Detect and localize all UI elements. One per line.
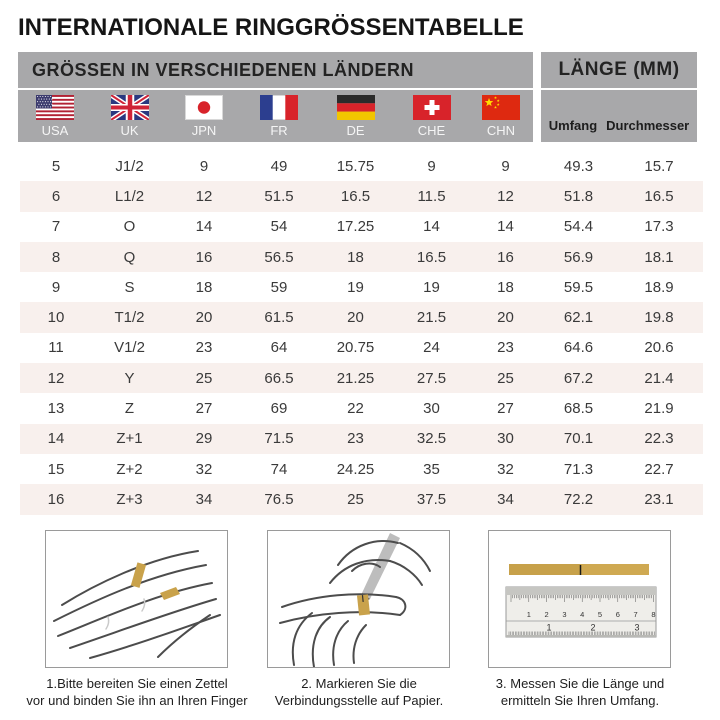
caption-line: Verbindungsstelle auf Papier. bbox=[274, 692, 444, 708]
table-cell: L1/2 bbox=[114, 187, 145, 205]
table-cell: 20 bbox=[497, 309, 514, 327]
table-cell: 64 bbox=[270, 339, 288, 357]
table-cell: 5 bbox=[51, 157, 61, 175]
table-cell: 14 bbox=[423, 218, 440, 236]
step-2-illustration-box bbox=[267, 530, 450, 668]
table-cell: 16 bbox=[47, 490, 65, 508]
table-row bbox=[20, 363, 703, 393]
table-cell: V1/2 bbox=[114, 339, 145, 357]
table-cell: 14 bbox=[497, 218, 514, 236]
table-cell: 51.8 bbox=[563, 187, 594, 205]
table-cell: 11.5 bbox=[417, 187, 446, 205]
country-code-label: CHE bbox=[417, 122, 446, 138]
caption-line: 2. Markieren Sie die bbox=[301, 676, 417, 691]
table-cell: 11 bbox=[48, 339, 64, 357]
sizes-header-label: GRÖSSEN IN VERSCHIEDENEN LÄNDERN bbox=[32, 59, 415, 80]
country-code-label: JPN bbox=[191, 122, 217, 138]
uk-flag-icon bbox=[111, 95, 149, 120]
table-cell: 6 bbox=[51, 187, 61, 205]
table-row bbox=[20, 393, 703, 423]
table-cell: 21.5 bbox=[416, 309, 447, 327]
table-cell: 8 bbox=[51, 248, 61, 266]
table-cell: 49 bbox=[270, 157, 288, 175]
table-cell: Q bbox=[123, 248, 136, 266]
table-cell: 14 bbox=[195, 218, 213, 236]
country-header-de bbox=[317, 90, 394, 142]
table-cell: 12 bbox=[195, 187, 213, 205]
country-code-label: DE bbox=[346, 122, 365, 138]
table-cell: 25 bbox=[195, 369, 213, 387]
svg-text:7: 7 bbox=[633, 610, 638, 619]
table-cell: 25 bbox=[347, 490, 364, 508]
table-cell: 19 bbox=[347, 278, 364, 296]
table-cell: T1/2 bbox=[114, 309, 145, 327]
table-cell: 27 bbox=[497, 400, 514, 418]
country-header-chn bbox=[469, 90, 533, 142]
caption-line: ermitteln Sie Ihren Umfang. bbox=[500, 692, 660, 708]
caption-line: 1.Bitte bereiten Sie einen Zettel bbox=[46, 676, 228, 691]
table-cell: 30 bbox=[497, 430, 514, 448]
table-cell: 66.5 bbox=[264, 369, 294, 387]
table-row bbox=[20, 212, 703, 242]
table-cell: 21.4 bbox=[644, 369, 674, 387]
length-header-bar bbox=[541, 52, 697, 88]
table-cell: 20 bbox=[195, 309, 213, 327]
length-header-label: LÄNGE (MM) bbox=[558, 59, 680, 80]
table-cell: S bbox=[124, 278, 135, 296]
table-row bbox=[20, 181, 703, 211]
step-2-caption bbox=[244, 676, 474, 709]
pen-marking-illustration bbox=[268, 531, 449, 667]
svg-text:6: 6 bbox=[615, 610, 620, 619]
table-cell: 54 bbox=[270, 218, 288, 236]
table-row bbox=[20, 454, 703, 484]
hand-with-paper-strip-illustration bbox=[46, 531, 227, 667]
table-cell: 51.5 bbox=[264, 187, 294, 205]
country-code-label: CHN bbox=[486, 122, 516, 138]
china-flag-icon bbox=[482, 95, 520, 120]
table-row bbox=[20, 151, 703, 181]
table-cell: Z+1 bbox=[116, 430, 143, 448]
table-cell: 34 bbox=[497, 490, 514, 508]
country-header-uk bbox=[92, 90, 167, 142]
table-cell: 14 bbox=[47, 430, 65, 448]
table-cell: 76.5 bbox=[264, 490, 294, 508]
usa-flag-icon bbox=[36, 95, 74, 120]
step-3-caption bbox=[464, 676, 696, 709]
table-cell: 18 bbox=[497, 278, 514, 296]
table-cell: 16 bbox=[195, 248, 213, 266]
table-cell: 15.75 bbox=[336, 157, 375, 175]
step-3-illustration-box bbox=[488, 530, 671, 668]
table-cell: 9 bbox=[51, 278, 61, 296]
country-code-label: USA bbox=[41, 122, 69, 138]
table-cell: 16.5 bbox=[644, 187, 674, 205]
table-cell: 12 bbox=[47, 369, 65, 387]
table-cell: 16.5 bbox=[416, 248, 447, 266]
table-cell: 17.3 bbox=[644, 218, 674, 236]
country-header-che bbox=[394, 90, 469, 142]
svg-text:3: 3 bbox=[562, 610, 567, 619]
table-cell: 61.5 bbox=[264, 309, 294, 327]
table-cell: 74 bbox=[270, 460, 288, 478]
table-cell: 71.5 bbox=[264, 430, 294, 448]
table-cell: 15.7 bbox=[644, 157, 674, 175]
country-header-fr bbox=[241, 90, 317, 142]
table-cell: 27 bbox=[195, 400, 213, 418]
table-cell: 9 bbox=[501, 157, 510, 175]
table-cell: 24.25 bbox=[336, 460, 375, 478]
table-cell: 72.2 bbox=[563, 490, 594, 508]
table-cell: Z+2 bbox=[116, 460, 143, 478]
step-1-illustration-box bbox=[45, 530, 228, 668]
country-header-usa bbox=[18, 90, 92, 142]
table-cell: 15 bbox=[47, 460, 65, 478]
step-1-caption bbox=[14, 676, 260, 709]
table-row bbox=[20, 302, 703, 332]
table-row bbox=[20, 484, 703, 514]
table-cell: Y bbox=[124, 369, 135, 387]
table-cell: 56.9 bbox=[563, 248, 594, 266]
table-cell: 10 bbox=[47, 309, 65, 327]
svg-text:2: 2 bbox=[544, 610, 549, 619]
table-cell: Z+3 bbox=[116, 490, 143, 508]
table-cell: 32.5 bbox=[416, 430, 447, 448]
france-flag-icon bbox=[260, 95, 298, 120]
table-cell: 16.5 bbox=[340, 187, 371, 205]
table-cell: 7 bbox=[51, 218, 61, 236]
table-cell: 23 bbox=[195, 339, 213, 357]
svg-text:1: 1 bbox=[546, 622, 552, 633]
table-cell: 64.6 bbox=[563, 339, 594, 357]
caption-line: 3. Messen Sie die Länge und bbox=[495, 676, 665, 691]
country-header-jpn bbox=[167, 90, 241, 142]
table-cell: 9 bbox=[199, 157, 209, 175]
table-cell: 23 bbox=[497, 339, 514, 357]
table-cell: 35 bbox=[423, 460, 440, 478]
table-cell: 18 bbox=[195, 278, 213, 296]
table-cell: 62.1 bbox=[563, 309, 594, 327]
table-cell: 22.3 bbox=[644, 430, 674, 448]
table-cell: 59 bbox=[270, 278, 288, 296]
caption-line: vor und binden Sie ihn an Ihren Finger bbox=[26, 692, 248, 708]
table-cell: 22.7 bbox=[644, 460, 674, 478]
table-row bbox=[20, 242, 703, 272]
table-cell: 70.1 bbox=[563, 430, 594, 448]
table-cell: O bbox=[123, 218, 136, 236]
table-cell: 27.5 bbox=[416, 369, 447, 387]
table-cell: 34 bbox=[195, 490, 213, 508]
table-cell: 20.6 bbox=[644, 339, 674, 357]
table-cell: 69 bbox=[270, 400, 288, 418]
durchmesser-column-label: Durchmesser bbox=[606, 118, 690, 133]
table-cell: 19.8 bbox=[644, 309, 674, 327]
table-cell: 13 bbox=[47, 400, 65, 418]
table-cell: 19 bbox=[423, 278, 440, 296]
table-cell: 20.75 bbox=[336, 339, 375, 357]
table-cell: 21.9 bbox=[644, 400, 674, 418]
ruler-measurement-illustration bbox=[489, 531, 670, 667]
table-cell: 24 bbox=[423, 339, 440, 357]
country-code-label: UK bbox=[120, 122, 139, 138]
table-cell: 18 bbox=[347, 248, 364, 266]
table-cell: J1/2 bbox=[115, 157, 144, 175]
table-cell: 32 bbox=[195, 460, 213, 478]
table-row bbox=[20, 333, 703, 363]
table-cell: 32 bbox=[497, 460, 514, 478]
table-row bbox=[20, 272, 703, 302]
table-cell: 29 bbox=[195, 430, 213, 448]
switzerland-flag-icon bbox=[413, 95, 451, 120]
svg-text:2: 2 bbox=[590, 622, 596, 633]
svg-text:4: 4 bbox=[580, 610, 585, 619]
size-table-body bbox=[20, 151, 703, 515]
germany-flag-icon bbox=[337, 95, 375, 120]
table-cell: 54.4 bbox=[563, 218, 594, 236]
svg-text:8: 8 bbox=[651, 610, 656, 619]
table-cell: 68.5 bbox=[563, 400, 594, 418]
measure-columns-header bbox=[541, 90, 697, 142]
country-flags-row bbox=[18, 90, 533, 142]
japan-flag-icon bbox=[185, 95, 223, 120]
table-cell: 56.5 bbox=[264, 248, 294, 266]
table-row bbox=[20, 424, 703, 454]
table-cell: 49.3 bbox=[563, 157, 594, 175]
table-cell: 9 bbox=[427, 157, 436, 175]
country-code-label: FR bbox=[270, 122, 288, 138]
svg-text:3: 3 bbox=[634, 622, 640, 633]
table-cell: 67.2 bbox=[563, 369, 594, 387]
table-cell: 18.9 bbox=[644, 278, 674, 296]
svg-text:1: 1 bbox=[526, 610, 531, 619]
table-cell: Z bbox=[124, 400, 135, 418]
table-cell: 18.1 bbox=[644, 248, 674, 266]
table-cell: 59.5 bbox=[563, 278, 594, 296]
umfang-column-label: Umfang bbox=[548, 118, 598, 133]
table-cell: 71.3 bbox=[563, 460, 594, 478]
table-cell: 25 bbox=[497, 369, 514, 387]
table-cell: 20 bbox=[347, 309, 364, 327]
table-cell: 30 bbox=[423, 400, 440, 418]
table-cell: 37.5 bbox=[416, 490, 447, 508]
table-cell: 12 bbox=[497, 187, 514, 205]
table-cell: 23.1 bbox=[644, 490, 674, 508]
table-cell: 22 bbox=[347, 400, 364, 418]
table-cell: 17.25 bbox=[336, 218, 375, 236]
table-cell: 21.25 bbox=[336, 369, 375, 387]
svg-text:5: 5 bbox=[597, 610, 603, 619]
table-cell: 16 bbox=[497, 248, 514, 266]
sizes-header-bar bbox=[18, 52, 533, 88]
page-title: INTERNATIONALE RINGGRÖSSENTABELLE bbox=[18, 14, 524, 41]
table-cell: 23 bbox=[347, 430, 364, 448]
